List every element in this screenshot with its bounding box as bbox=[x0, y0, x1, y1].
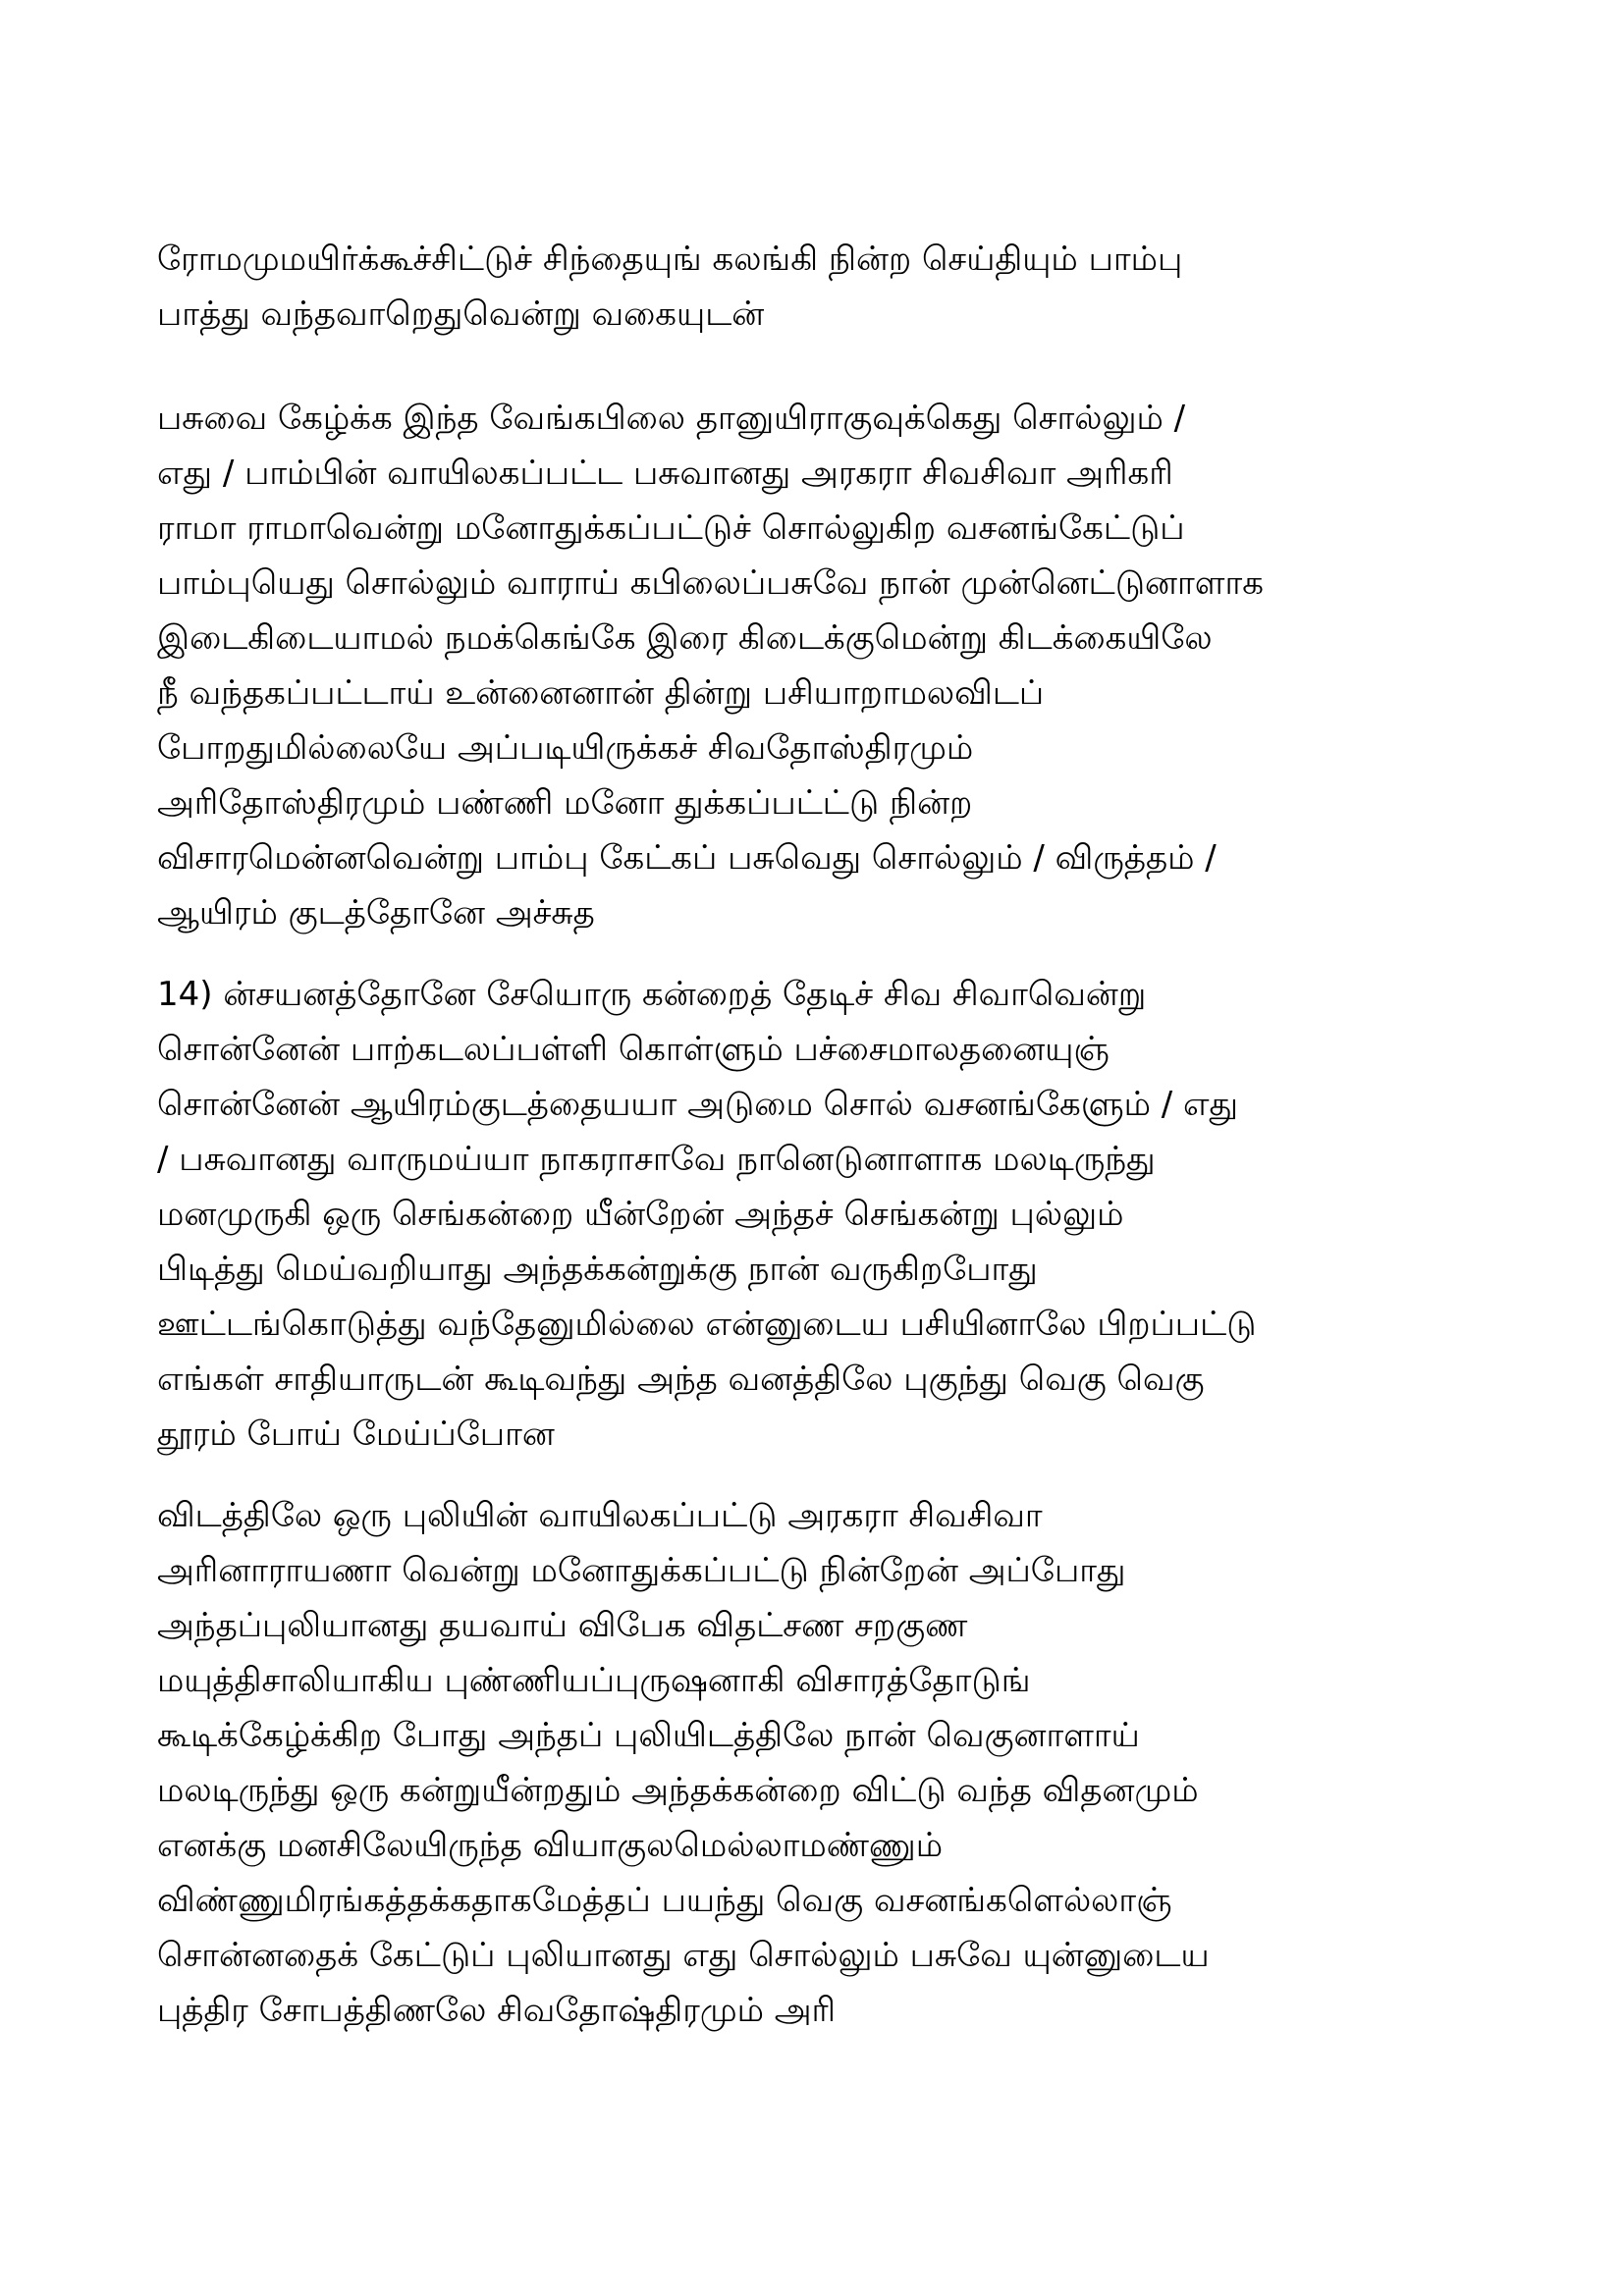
text-line: தூரம் போய் மேய்ப்போன bbox=[157, 1415, 555, 1454]
text-line: ஆயிரம் குடத்தோனே அச்சுத bbox=[157, 893, 595, 933]
text-line: புத்திர சோபத்திணலே சிவதோஷ்திரமும் அரி bbox=[157, 1991, 837, 2030]
text-line: போறதுமில்லையே அப்படியிருக்கச் சிவதோஸ்திரமும் bbox=[157, 728, 974, 768]
text-line: எங்கள் சாதியாருடன் கூடிவந்து அந்த வனத்திலே புகுந்து வெகு வெகு bbox=[157, 1360, 1205, 1399]
text-line: விண்ணுமிரங்கத்தக்கதாகமேத்தப் பயந்து வெகு வசனங்களெல்லாஞ் bbox=[157, 1881, 1172, 1920]
text-line: அரினாராயணா வென்று மனோதுக்கப்பட்டு நின்றேன் அப்போது bbox=[157, 1551, 1126, 1590]
text-line: எனக்கு மனசிலேயிருந்த வியாகுலமெல்லாமண்ணும் bbox=[157, 1826, 944, 1865]
paragraph-3 bbox=[157, 967, 1512, 1462]
text-line: விடத்திலே ஒரு புலியின் வாயிலகப்பட்டு அரகரா சிவசிவா bbox=[157, 1496, 1043, 1535]
text-line: ராமா ராமாவென்று மனோதுக்கப்பட்டுச் சொல்லுகிற வசனங்கேட்டுப் bbox=[157, 508, 1185, 548]
text-line: மனமுருகி ஒரு செங்கன்றை யீன்றேன் அந்தச் செங்கன்று புல்லும் bbox=[157, 1195, 1124, 1234]
text-line: ரோமமுமயிர்க்கூச்சிட்டுச் சிந்தையுங் கலங்கி நின்ற செய்தியும் பாம்பு bbox=[157, 240, 1183, 279]
text-line: சொன்னதைக் கேட்டுப் புலியானது எது சொல்லும் பசுவே யுன்னுடைய bbox=[157, 1936, 1210, 1975]
text-line: விசாரமென்னவென்று பாம்பு கேட்கப் பசுவெது சொல்லும் / விருத்தம் / bbox=[157, 838, 1217, 878]
text-line: சொன்னேன் பாற்கடலப்பள்ளி கொள்ளும் பச்சைமாலதனையுஞ் bbox=[157, 1030, 1110, 1069]
text-line: பிடித்து மெய்வறியாது அந்தக்கன்றுக்கு நான் வருகிறபோது bbox=[157, 1250, 1038, 1289]
text-line: ஊட்டங்கொடுத்து வந்தேனுமில்லை என்னுடைய பசியினாலே பிறப்பட்டு bbox=[157, 1305, 1257, 1344]
text-line: / பசுவானது வாருமய்யா நாகராசாவே நானெடுனாளாக மலடிருந்து bbox=[157, 1140, 1156, 1179]
text-line: பாம்புயெது சொல்லும் வாராய் கபிலைப்பசுவே நான் முன்னெட்டுனாளாக bbox=[157, 563, 1264, 603]
text-line: அரிதோஸ்திரமும் பண்ணி மனோ துக்கப்பட்ட்டு நின்ற bbox=[157, 783, 973, 823]
text-line: சொன்னேன் ஆயிரம்குடத்தையயா அடுமை சொல் வசனங்கேளும் / எது bbox=[157, 1085, 1239, 1124]
text-line: அந்தப்புலியானது தயவாய் விபேக விதட்சண சறகுண bbox=[157, 1606, 968, 1645]
text-line: 14) ன்சயனத்தோனே சேயொரு கன்றைத் தேடிச் சிவ சிவாவென்று bbox=[157, 975, 1147, 1014]
text-line: எது / பாம்பின் வாயிலகப்பட்ட பசுவானது அரகரா சிவசிவா அரிகரி bbox=[157, 454, 1173, 493]
text-line: மயுத்திசாலியாகிய புண்ணியப்புருஷனாகி விசாரத்தோடுங் bbox=[157, 1661, 1031, 1700]
text-line: பாத்து வந்தவாறெதுவென்று வகையுடன் bbox=[157, 294, 765, 334]
paragraph-2 bbox=[157, 391, 1512, 940]
paragraph-4 bbox=[157, 1488, 1512, 2038]
text-line: இடைகிடையாமல் நமக்கெங்கே இரை கிடைக்குமென்று கிடக்கையிலே bbox=[157, 618, 1213, 658]
text-line: மலடிருந்து ஒரு கன்றுயீன்றதும் அந்தக்கன்றை விட்டு வந்த விதனமும் bbox=[157, 1771, 1199, 1810]
text-line: பசுவை கேழ்க்க இந்த வேங்கபிலை தானுயிராகுவுக்கெது சொல்லும் / bbox=[157, 399, 1186, 438]
text-line: நீ வந்தகப்பட்டாய் உன்னைனான் தின்று பசியாறாமலவிடப் bbox=[157, 673, 1045, 713]
paragraph-1 bbox=[157, 232, 1512, 342]
text-line: கூடிக்கேழ்க்கிற போது அந்தப் புலியிடத்திலே நான் வெகுனாளாய் bbox=[157, 1716, 1140, 1755]
